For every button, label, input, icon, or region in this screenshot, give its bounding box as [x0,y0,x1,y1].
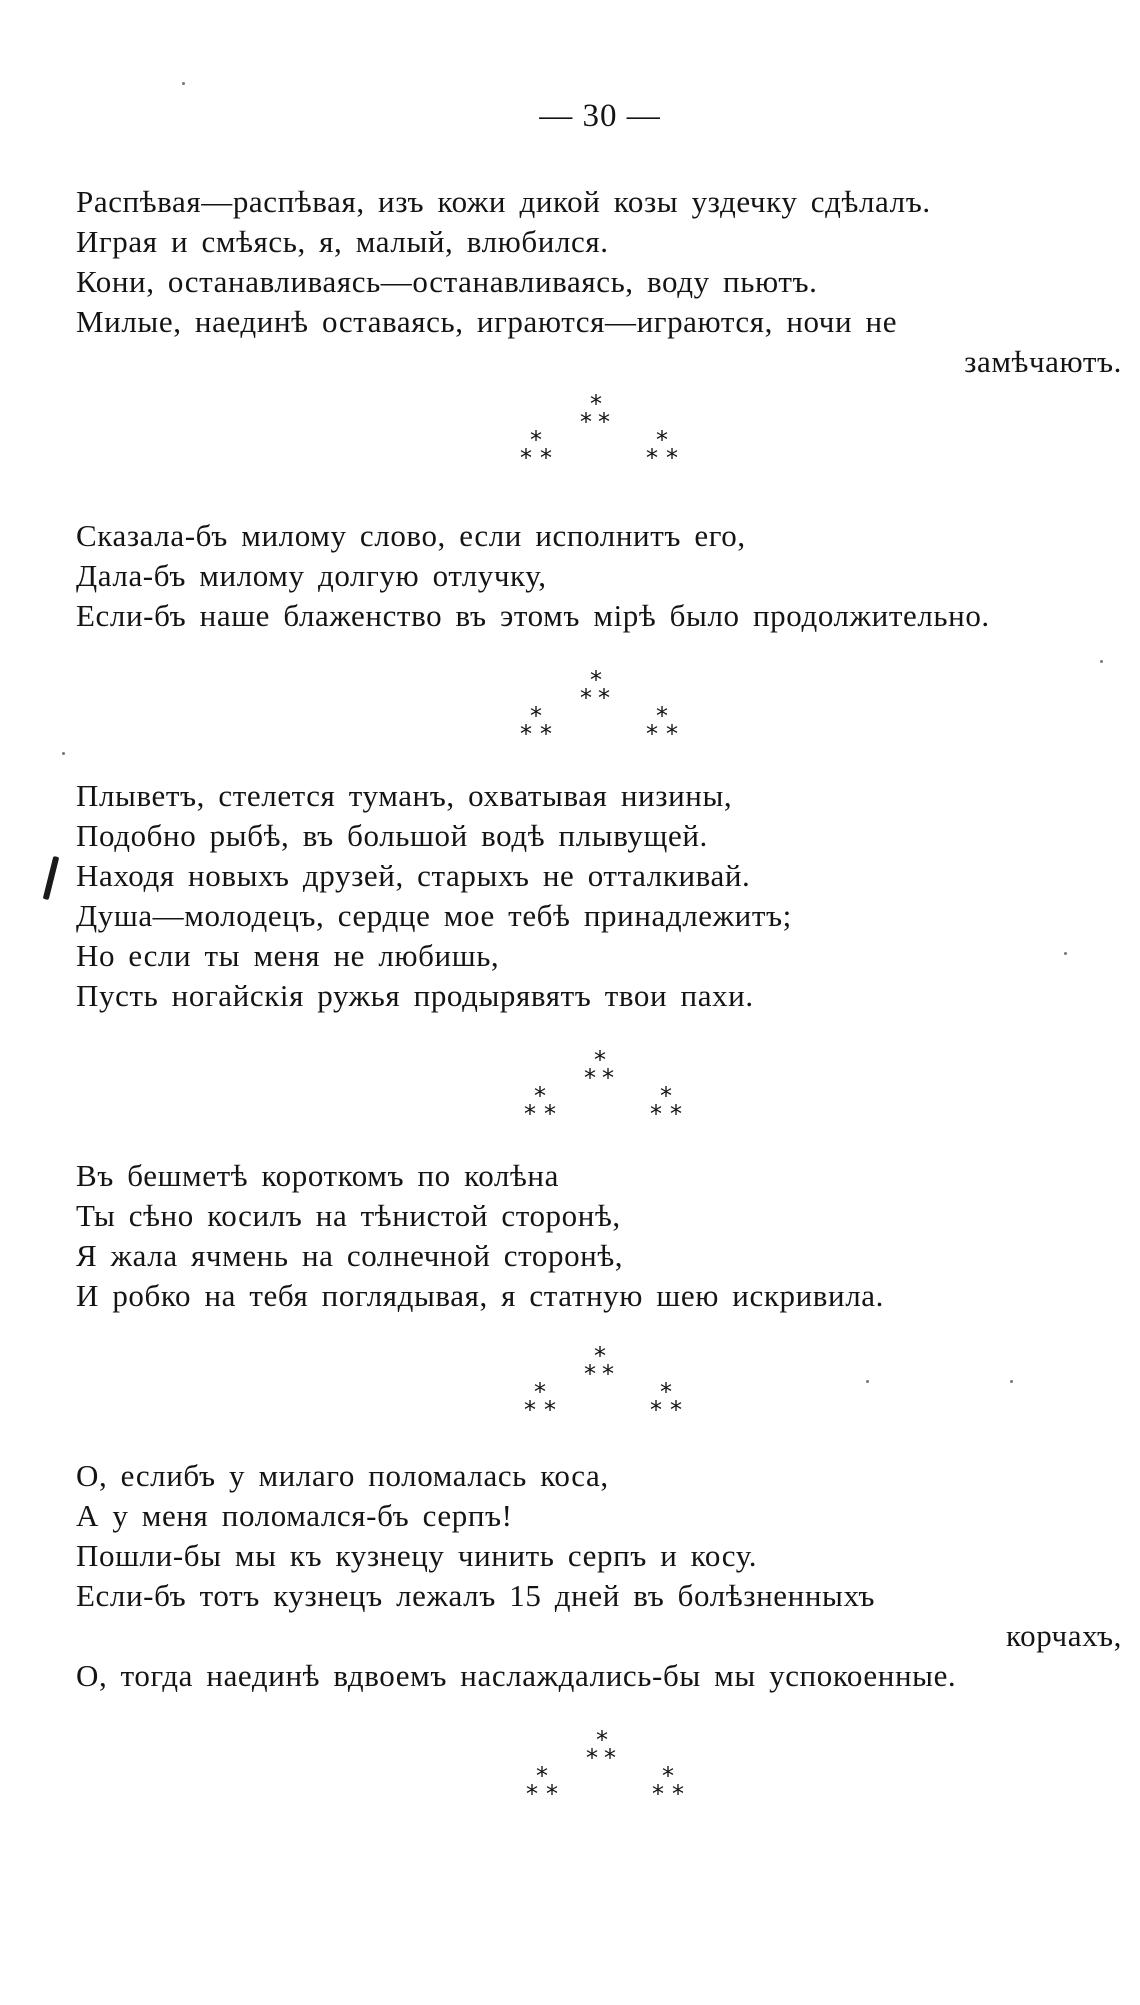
scan-speck [1064,952,1067,955]
asterisk: * [646,720,658,748]
asterisk: * [598,684,610,712]
stanza-4 [76,1156,1126,1316]
asterisk: * [662,1762,674,1790]
asterisk: * [544,1100,556,1128]
asterisk: * [524,1396,536,1424]
verse-line: Кони, останавливаясь—останавливаясь, воду пьютъ. [76,264,818,299]
stanza-3 [76,776,1126,1016]
scan-speck [1010,1380,1013,1383]
asterisk: * [584,1360,596,1388]
asterisk: * [530,426,542,454]
asterisk: * [586,1744,598,1772]
asterisk: * [546,1780,558,1808]
verse-line: Сказала-бъ милому слово, если исполнитъ его, [76,518,746,553]
scan-speck [182,82,185,85]
margin-pen-mark [43,856,59,900]
asterisk: * [656,426,668,454]
verse-line: И робко на тебя поглядывая, я статную шею искривила. [76,1278,885,1313]
asterisk: * [598,408,610,436]
verse-line: О, тогда наединѣ вдвоемъ наслаждались-бы мы успокоенные. [76,1658,957,1693]
stanza-5 [76,1456,1126,1696]
verse-line: Милые, наединѣ оставаясь, играются—играются, ночи не [76,304,898,339]
asterisk: * [536,1762,548,1790]
verse-line: Душа—молодецъ, сердце мое тебѣ принадлежитъ; [76,898,792,933]
asterism-separator [512,1344,692,1434]
asterisk: * [520,444,532,472]
page-number: — 30 — [539,98,661,134]
asterisk: * [524,1100,536,1128]
asterisk: * [666,720,678,748]
verse-line: Если-бъ наше блаженство въ этомъ мірѣ было продолжительно. [76,598,990,633]
asterisk: * [672,1780,684,1808]
asterisk: * [594,1342,606,1370]
stanza-1 [76,182,1126,382]
asterisk: * [594,1046,606,1074]
verse-line-continuation: замѣчаютъ. [964,344,1122,379]
asterisk: * [652,1780,664,1808]
asterisk: * [540,444,552,472]
verse-line: Пошли-бы мы къ кузнецу чинить серпъ и косу. [76,1538,758,1573]
asterisk: * [650,1100,662,1128]
asterisk: * [604,1744,616,1772]
asterisk: * [580,684,592,712]
asterisk: * [530,702,542,730]
asterisk: * [590,390,602,418]
asterisk: * [670,1100,682,1128]
asterism-separator [512,1048,692,1138]
asterisk: * [660,1378,672,1406]
asterisk: * [534,1378,546,1406]
scan-speck [1100,660,1103,663]
asterisk: * [656,702,668,730]
verse-line: Плыветъ, стелется туманъ, охватывая низины, [76,778,733,813]
asterisk: * [544,1396,556,1424]
verse-line: Подобно рыбѣ, въ большой водѣ плывущей. [76,818,708,853]
asterisk: * [540,720,552,748]
asterisk: * [660,1082,672,1110]
verse-line: Ты сѣно косилъ на тѣнистой сторонѣ, [76,1198,621,1233]
verse-line-continuation: корчахъ, [1006,1618,1122,1653]
verse-line: Пусть ногайскія ружья продырявятъ твои пахи. [76,978,754,1013]
asterisk: * [670,1396,682,1424]
stanza-2 [76,516,1126,636]
verse-line: А у меня поломался-бъ серпъ! [76,1498,513,1533]
asterisk: * [596,1726,608,1754]
asterisk: * [590,666,602,694]
verse-line: Находя новыхъ друзей, старыхъ не отталкивай. [76,858,751,893]
asterisk: * [666,444,678,472]
asterisk: * [526,1780,538,1808]
verse-line: Но если ты меня не любишь, [76,938,500,973]
verse-line: Въ бешметѣ короткомъ по колѣна [76,1158,559,1193]
asterisk: * [584,1064,596,1092]
verse-line: Играя и смѣясь, я, малый, влюбился. [76,224,609,259]
asterisk: * [520,720,532,748]
scan-speck [62,752,65,755]
asterism-separator [508,668,688,758]
asterism-separator [514,1728,694,1818]
asterisk: * [602,1064,614,1092]
asterisk: * [650,1396,662,1424]
asterisk: * [602,1360,614,1388]
verse-line: Дала-бъ милому долгую отлучку, [76,558,547,593]
verse-line: Я жала ячмень на солнечной сторонѣ, [76,1238,624,1273]
scan-speck [866,1380,869,1383]
verse-line: О, еслибъ у милаго поломалась коса, [76,1458,609,1493]
asterism-separator [508,392,688,482]
asterisk: * [646,444,658,472]
verse-line: Распѣвая—распѣвая, изъ кожи дикой козы уздечку сдѣлалъ. [76,184,931,219]
asterisk: * [534,1082,546,1110]
verse-line: Если-бъ тотъ кузнецъ лежалъ 15 дней въ болѣзненныхъ [76,1578,876,1613]
asterisk: * [580,408,592,436]
